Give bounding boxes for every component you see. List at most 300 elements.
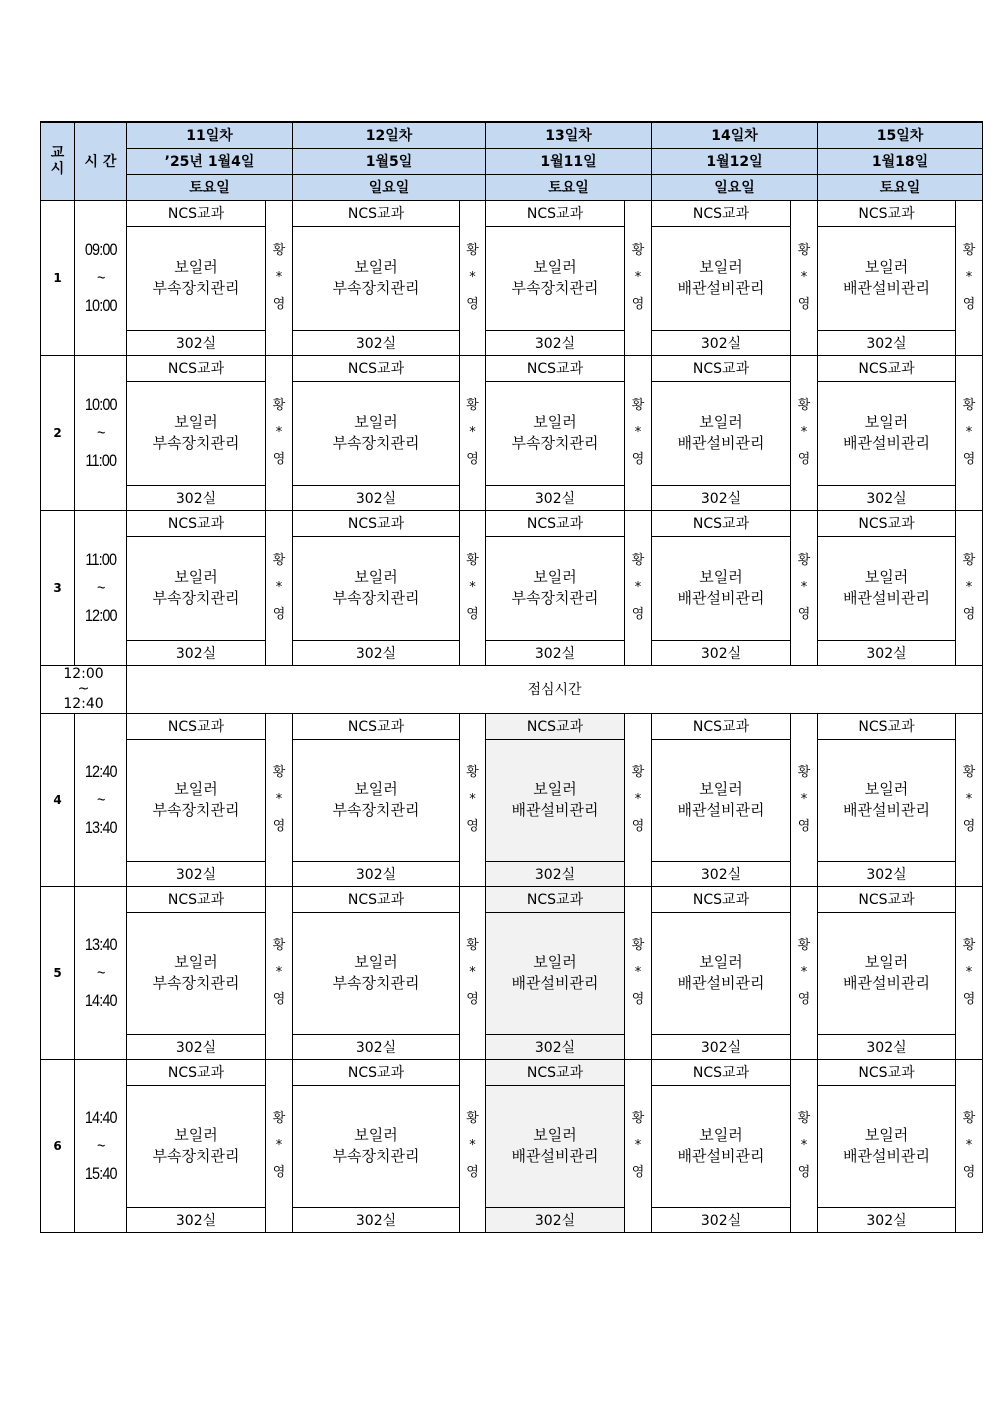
category-text: NCS교과 xyxy=(526,206,584,222)
category-cell xyxy=(293,886,460,912)
instructor-cell xyxy=(460,200,486,355)
subject-cell xyxy=(818,1085,956,1207)
instructor-cell xyxy=(460,510,486,665)
category-cell xyxy=(486,355,625,381)
instructor-cell xyxy=(266,886,293,1059)
room-text: 302실 xyxy=(175,1039,217,1056)
category-cell xyxy=(293,713,460,739)
subject-cell xyxy=(818,381,956,485)
period-2-category-row xyxy=(41,355,983,381)
instructor-cell xyxy=(266,1059,293,1232)
instructor-char: 영 xyxy=(962,297,976,312)
category-cell xyxy=(486,886,625,912)
subject-line-1: 보일러 xyxy=(174,413,218,431)
instructor-char: 영 xyxy=(631,1165,645,1180)
instructor-char: 황 xyxy=(797,243,811,258)
instructor-cell xyxy=(460,355,486,510)
header-date-3 xyxy=(486,148,652,174)
subject-line-2: 부속장치관리 xyxy=(332,974,420,992)
room-text: 302실 xyxy=(866,490,907,507)
subject-line-1: 보일러 xyxy=(354,780,398,798)
instructor-char: 황 xyxy=(272,243,286,258)
instructor-cell xyxy=(956,886,983,1059)
instructor-char: * xyxy=(469,270,476,285)
instructor-char: * xyxy=(634,792,642,807)
header-date-text: ’25년 1월4일 xyxy=(164,154,255,170)
instructor-char: 황 xyxy=(631,553,645,568)
subject-line-2: 부속장치관리 xyxy=(332,279,420,297)
subject-cell xyxy=(127,912,266,1034)
category-cell xyxy=(652,1059,791,1085)
instructor-char: 황 xyxy=(466,1111,479,1126)
subject-line-1: 보일러 xyxy=(174,780,218,798)
category-text: NCS교과 xyxy=(692,1065,750,1081)
header-date-2 xyxy=(293,148,486,174)
category-text: NCS교과 xyxy=(692,892,750,908)
subject-line-1: 보일러 xyxy=(864,413,909,431)
instructor-char: 영 xyxy=(466,992,479,1007)
instructor-char: * xyxy=(275,580,283,595)
room-text: 302실 xyxy=(534,645,576,662)
instructor-char: 영 xyxy=(962,452,976,467)
header-date-text: 1월12일 xyxy=(706,154,763,170)
instructor-cell xyxy=(791,1059,818,1232)
subject-cell xyxy=(293,912,460,1034)
header-weekday-5 xyxy=(818,174,983,200)
period-number xyxy=(41,713,75,886)
room-cell xyxy=(652,861,791,886)
room-cell xyxy=(486,485,625,510)
subject-cell xyxy=(818,739,956,861)
category-cell xyxy=(818,355,956,381)
instructor-char: * xyxy=(469,792,476,807)
instructor-char: 영 xyxy=(272,452,286,467)
room-text: 302실 xyxy=(355,490,397,507)
instructor-cell xyxy=(625,510,652,665)
subject-cell xyxy=(127,536,266,640)
subject-line-1: 보일러 xyxy=(533,568,577,586)
category-text: NCS교과 xyxy=(347,206,405,222)
instructor-char: * xyxy=(965,425,973,440)
instructor-char: 황 xyxy=(631,938,645,953)
instructor-char: * xyxy=(469,965,476,980)
category-cell xyxy=(652,886,791,912)
category-text: NCS교과 xyxy=(167,892,225,908)
header-date-1 xyxy=(127,148,293,174)
subject-line-2: 부속장치관리 xyxy=(152,1147,240,1165)
subject-cell xyxy=(293,381,460,485)
period-number xyxy=(41,510,75,665)
category-text: NCS교과 xyxy=(526,1065,584,1081)
subject-line-2: 배관설비관리 xyxy=(677,279,765,297)
instructor-char: * xyxy=(275,1138,283,1153)
category-cell xyxy=(293,510,460,536)
lunch-time xyxy=(41,665,127,713)
instructor-char: 영 xyxy=(962,607,976,622)
instructor-char: 황 xyxy=(466,243,479,258)
category-text: NCS교과 xyxy=(692,206,750,222)
subject-line-2: 배관설비관리 xyxy=(843,279,930,297)
header-weekday-text: 토요일 xyxy=(879,180,921,196)
subject-line-2: 배관설비관리 xyxy=(677,434,765,452)
room-cell xyxy=(293,1207,460,1232)
period-6-room-row xyxy=(41,1207,983,1232)
instructor-char: 황 xyxy=(797,553,811,568)
category-text: NCS교과 xyxy=(858,892,915,908)
period-time xyxy=(75,1059,127,1232)
period-number xyxy=(41,1059,75,1232)
period-time-end: 15:40 xyxy=(84,1163,117,1183)
subject-cell xyxy=(127,381,266,485)
instructor-cell xyxy=(956,510,983,665)
room-cell xyxy=(127,1207,266,1232)
room-cell xyxy=(818,330,956,355)
instructor-char: 영 xyxy=(272,819,286,834)
instructor-char: * xyxy=(634,425,642,440)
header-weekday-text: 토요일 xyxy=(189,180,230,196)
subject-line-2: 부속장치관리 xyxy=(511,434,599,452)
instructor-cell xyxy=(625,200,652,355)
room-text: 302실 xyxy=(175,866,217,883)
category-cell xyxy=(127,355,266,381)
instructor-char: 황 xyxy=(797,765,811,780)
instructor-cell xyxy=(791,713,818,886)
room-text: 302실 xyxy=(355,335,397,352)
room-text: 302실 xyxy=(700,866,742,883)
category-text: NCS교과 xyxy=(347,1065,405,1081)
category-text: NCS교과 xyxy=(167,361,225,377)
instructor-cell xyxy=(791,886,818,1059)
subject-line-1: 보일러 xyxy=(533,1126,577,1144)
category-text: NCS교과 xyxy=(526,361,584,377)
category-cell xyxy=(486,510,625,536)
room-cell xyxy=(652,1034,791,1059)
instructor-cell xyxy=(625,886,652,1059)
subject-line-1: 보일러 xyxy=(699,780,743,798)
header-row-weekday xyxy=(41,174,983,200)
room-cell xyxy=(293,330,460,355)
instructor-cell xyxy=(956,355,983,510)
instructor-char: * xyxy=(965,792,973,807)
instructor-char: 영 xyxy=(962,819,976,834)
instructor-char: * xyxy=(965,965,973,980)
room-cell xyxy=(486,1034,625,1059)
category-cell xyxy=(293,1059,460,1085)
instructor-cell xyxy=(625,713,652,886)
period-time-tilde: ~ xyxy=(96,267,105,287)
subject-line-2: 배관설비관리 xyxy=(511,801,599,819)
lunch-label: 점심시간 xyxy=(527,682,582,698)
room-text: 302실 xyxy=(175,490,217,507)
room-text: 302실 xyxy=(534,1212,576,1229)
timetable xyxy=(40,121,983,1233)
period-4-subject-row xyxy=(41,739,983,861)
instructor-char: 황 xyxy=(272,1111,286,1126)
instructor-char: 영 xyxy=(631,992,645,1007)
header-date-5 xyxy=(818,148,983,174)
period-3-category-row xyxy=(41,510,983,536)
instructor-char: * xyxy=(800,1138,808,1153)
room-text: 302실 xyxy=(700,490,742,507)
subject-line-2: 부속장치관리 xyxy=(332,589,420,607)
instructor-char: 황 xyxy=(631,1111,645,1126)
room-cell xyxy=(127,861,266,886)
category-cell xyxy=(818,713,956,739)
header-date-text: 1월5일 xyxy=(365,154,413,170)
room-cell xyxy=(486,861,625,886)
period-number-text: 6 xyxy=(53,1138,62,1153)
room-cell xyxy=(652,1207,791,1232)
subject-cell xyxy=(127,1085,266,1207)
subject-line-2: 부속장치관리 xyxy=(511,279,599,297)
header-day-text: 13일차 xyxy=(545,128,592,145)
category-cell xyxy=(652,510,791,536)
period-time-start: 10:00 xyxy=(84,394,117,414)
instructor-char: * xyxy=(275,425,283,440)
room-cell xyxy=(293,485,460,510)
period-time-end: 11:00 xyxy=(85,450,116,470)
subject-cell xyxy=(127,739,266,861)
instructor-cell xyxy=(791,355,818,510)
subject-cell xyxy=(818,536,956,640)
header-weekday-1 xyxy=(127,174,293,200)
period-time-text xyxy=(85,236,117,320)
header-weekday-text: 토요일 xyxy=(548,180,589,196)
instructor-char: * xyxy=(634,965,642,980)
header-day-4 xyxy=(652,122,818,148)
category-text: NCS교과 xyxy=(347,361,405,377)
period-time-end: 10:00 xyxy=(84,295,117,315)
room-text: 302실 xyxy=(866,866,907,883)
room-cell xyxy=(127,1034,266,1059)
period-header xyxy=(41,122,75,200)
subject-cell xyxy=(818,912,956,1034)
subject-cell xyxy=(293,226,460,330)
instructor-char: * xyxy=(800,792,808,807)
period-number-text: 3 xyxy=(53,580,62,595)
instructor-char: 영 xyxy=(466,452,479,467)
instructor-char: * xyxy=(800,425,808,440)
subject-line-2: 부속장치관리 xyxy=(332,434,420,452)
category-cell xyxy=(127,510,266,536)
period-time xyxy=(75,510,127,665)
room-text: 302실 xyxy=(700,1212,742,1229)
instructor-char: 황 xyxy=(466,765,479,780)
category-text: NCS교과 xyxy=(692,516,750,532)
subject-line-1: 보일러 xyxy=(864,1126,909,1144)
instructor-char: * xyxy=(469,580,476,595)
period-time-start: 13:40 xyxy=(84,934,117,954)
subject-line-1: 보일러 xyxy=(533,953,577,971)
instructor-char: 황 xyxy=(962,765,976,780)
period-time-start: 09:00 xyxy=(84,239,117,259)
period-number-text: 1 xyxy=(53,270,62,285)
period-time xyxy=(75,713,127,886)
room-cell xyxy=(486,330,625,355)
header-weekday-text: 일요일 xyxy=(368,180,410,196)
instructor-char: 영 xyxy=(466,1165,479,1180)
instructor-char: 영 xyxy=(797,297,811,312)
header-date-4 xyxy=(652,148,818,174)
time-header-label: 시 간 xyxy=(84,154,117,171)
instructor-char: * xyxy=(275,965,283,980)
header-row-date xyxy=(41,148,983,174)
instructor-char: 영 xyxy=(272,607,286,622)
period-time-text xyxy=(85,546,117,630)
subject-line-2: 부속장치관리 xyxy=(152,974,240,992)
instructor-char: 황 xyxy=(466,938,479,953)
period-4-room-row xyxy=(41,861,983,886)
instructor-char: * xyxy=(275,270,283,285)
category-text: NCS교과 xyxy=(347,516,405,532)
room-text: 302실 xyxy=(355,645,397,662)
subject-line-2: 부속장치관리 xyxy=(332,801,420,819)
subject-line-1: 보일러 xyxy=(699,413,743,431)
instructor-char: 황 xyxy=(962,398,976,413)
room-cell xyxy=(818,1207,956,1232)
subject-line-2: 부속장치관리 xyxy=(332,1147,420,1165)
category-cell xyxy=(652,355,791,381)
instructor-char: 황 xyxy=(797,938,811,953)
category-cell xyxy=(486,713,625,739)
instructor-cell xyxy=(791,200,818,355)
lunch-row xyxy=(41,665,983,713)
subject-cell xyxy=(293,1085,460,1207)
category-text: NCS교과 xyxy=(167,206,225,222)
subject-cell xyxy=(652,226,791,330)
room-cell xyxy=(127,330,266,355)
instructor-cell xyxy=(460,886,486,1059)
instructor-char: * xyxy=(965,1138,973,1153)
subject-cell xyxy=(293,739,460,861)
subject-line-1: 보일러 xyxy=(354,413,398,431)
room-cell xyxy=(652,640,791,665)
subject-line-1: 보일러 xyxy=(354,568,398,586)
instructor-char: * xyxy=(469,425,476,440)
instructor-cell xyxy=(625,355,652,510)
instructor-char: 영 xyxy=(797,1165,811,1180)
instructor-char: 황 xyxy=(962,1111,976,1126)
instructor-cell xyxy=(460,1059,486,1232)
instructor-char: 황 xyxy=(631,398,645,413)
period-time-start: 11:00 xyxy=(85,549,116,569)
subject-line-1: 보일러 xyxy=(699,1126,743,1144)
subject-line-1: 보일러 xyxy=(864,258,909,276)
instructor-char: * xyxy=(800,270,808,285)
instructor-char: 영 xyxy=(272,1165,286,1180)
period-time xyxy=(75,355,127,510)
instructor-char: * xyxy=(800,580,808,595)
room-cell xyxy=(486,1207,625,1232)
category-cell xyxy=(652,200,791,226)
category-text: NCS교과 xyxy=(858,1065,915,1081)
header-row-day xyxy=(41,122,983,148)
category-cell xyxy=(652,713,791,739)
instructor-char: 황 xyxy=(962,553,976,568)
period-time-tilde: ~ xyxy=(96,577,105,597)
category-cell xyxy=(818,886,956,912)
subject-cell xyxy=(652,1085,791,1207)
instructor-char: 영 xyxy=(962,992,976,1007)
instructor-char: 황 xyxy=(797,398,811,413)
instructor-char: 황 xyxy=(272,938,286,953)
period-5-subject-row xyxy=(41,912,983,1034)
header-day-text: 11일차 xyxy=(186,128,233,145)
room-text: 302실 xyxy=(175,335,217,352)
room-text: 302실 xyxy=(355,1039,397,1056)
category-text: NCS교과 xyxy=(858,361,915,377)
instructor-char: * xyxy=(965,270,973,285)
period-3-subject-row xyxy=(41,536,983,640)
subject-line-1: 보일러 xyxy=(174,258,218,276)
period-1-category-row xyxy=(41,200,983,226)
period-time-text xyxy=(85,758,117,842)
header-weekday-3 xyxy=(486,174,652,200)
instructor-char: 영 xyxy=(797,819,811,834)
instructor-char: 황 xyxy=(962,938,976,953)
period-time-text xyxy=(85,931,117,1015)
subject-line-2: 배관설비관리 xyxy=(677,974,765,992)
subject-cell xyxy=(486,1085,625,1207)
category-text: NCS교과 xyxy=(347,719,405,735)
instructor-char: 영 xyxy=(272,297,286,312)
period-6-subject-row xyxy=(41,1085,983,1207)
category-text: NCS교과 xyxy=(526,719,584,735)
period-number-text: 2 xyxy=(53,425,62,440)
instructor-cell xyxy=(460,713,486,886)
category-text: NCS교과 xyxy=(858,719,915,735)
header-day-text: 15일차 xyxy=(876,128,924,145)
room-cell xyxy=(652,485,791,510)
subject-line-2: 부속장치관리 xyxy=(511,589,599,607)
period-time-tilde: ~ xyxy=(96,789,105,809)
room-text: 302실 xyxy=(700,335,742,352)
instructor-char: 영 xyxy=(631,297,645,312)
period-time-tilde: ~ xyxy=(96,422,105,442)
period-time xyxy=(75,200,127,355)
header-day-2 xyxy=(293,122,486,148)
instructor-char: 영 xyxy=(631,607,645,622)
room-cell xyxy=(818,1034,956,1059)
room-text: 302실 xyxy=(866,1212,907,1229)
room-text: 302실 xyxy=(175,1212,217,1229)
category-text: NCS교과 xyxy=(526,516,584,532)
period-6-category-row xyxy=(41,1059,983,1085)
room-cell xyxy=(293,1034,460,1059)
room-text: 302실 xyxy=(534,335,576,352)
instructor-char: 영 xyxy=(466,297,479,312)
instructor-char: 영 xyxy=(797,607,811,622)
header-weekday-text: 일요일 xyxy=(714,180,755,196)
subject-line-2: 배관설비관리 xyxy=(843,589,930,607)
instructor-char: * xyxy=(634,1138,642,1153)
time-header xyxy=(75,122,127,200)
subject-line-1: 보일러 xyxy=(174,953,218,971)
subject-line-1: 보일러 xyxy=(174,1126,218,1144)
room-text: 302실 xyxy=(866,645,907,662)
period-1-room-row xyxy=(41,330,983,355)
period-time-tilde: ~ xyxy=(96,1135,105,1155)
category-cell xyxy=(818,1059,956,1085)
instructor-char: 황 xyxy=(797,1111,811,1126)
instructor-char: * xyxy=(800,965,808,980)
header-day-3 xyxy=(486,122,652,148)
lunch-time_start: 12:00 xyxy=(63,665,104,682)
instructor-cell xyxy=(266,200,293,355)
category-text: NCS교과 xyxy=(167,516,225,532)
subject-line-2: 부속장치관리 xyxy=(152,434,240,452)
instructor-cell xyxy=(266,355,293,510)
